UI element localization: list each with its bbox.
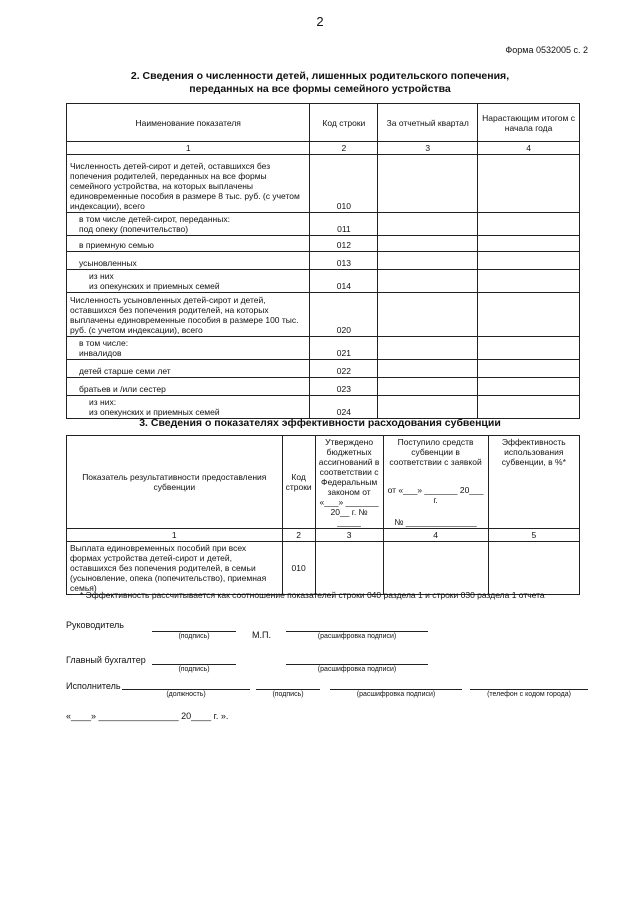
- cell-cumulative[interactable]: [478, 396, 580, 419]
- form-number: Форма 0532005 с. 2: [505, 45, 588, 55]
- col-number: 3: [315, 529, 383, 542]
- header-efficiency: Эффективность использования субвенции, в %*: [488, 436, 579, 529]
- cell-quarter[interactable]: [378, 236, 478, 252]
- section2-title: [60, 70, 580, 96]
- cell-quarter[interactable]: [378, 293, 478, 337]
- header-received: Поступило средств субвенции в соответствии с заявкой от «___» _______ 20___ г. № _______________: [383, 436, 488, 529]
- cell-quarter[interactable]: [378, 155, 478, 213]
- row-code: 011: [310, 213, 378, 236]
- cell-quarter[interactable]: [378, 396, 478, 419]
- page-number: 2: [316, 14, 324, 29]
- row-label: Численность усыновленных детей-сирот и детей, оставшихся без попечения родителей, на которых выплачены единовременные пособия в размере 100 тыс. руб. (с учетом индексации), всего: [67, 293, 310, 337]
- col-number: 1: [67, 529, 283, 542]
- col-number: 4: [478, 142, 580, 155]
- table-row: [67, 155, 580, 213]
- cell-cumulative[interactable]: [478, 155, 580, 213]
- mp-label: М.П.: [252, 630, 271, 640]
- cell-cumulative[interactable]: [478, 337, 580, 360]
- accountant-sign-line[interactable]: [152, 664, 236, 665]
- cell-cumulative[interactable]: [478, 293, 580, 337]
- row-code: 020: [310, 293, 378, 337]
- cell-approved[interactable]: [315, 542, 383, 595]
- section3-title: 3. Сведения о показателях эффективности расходования субвенции: [139, 417, 501, 429]
- cell-efficiency[interactable]: [488, 542, 579, 595]
- row-label: Численность детей-сирот и детей, оставшихся без попечения родителей, переданных на все формы семейного устройства, на которых выплачены единовременные пособия в размере 8 тыс. руб. (с учетом индексации), всего: [67, 155, 310, 213]
- row-label: в том числе детей-сирот, переданных: под опеку (попечительство): [67, 213, 310, 236]
- cell-quarter[interactable]: [378, 360, 478, 378]
- row-code: 022: [310, 360, 378, 378]
- caption-phone: (телефон с кодом города): [487, 691, 571, 698]
- executor-sign-line[interactable]: [256, 689, 320, 690]
- col-number: 5: [488, 529, 579, 542]
- footnote: * Эффективность рассчитывается как соотношение показателей строки 040 раздела 1 и строки 030 раздела 1 отчета: [80, 590, 545, 600]
- caption-sign: (подпись): [178, 633, 210, 640]
- date-line[interactable]: «____» ________________ 20____ г. ».: [66, 711, 229, 721]
- table-row: [67, 293, 580, 337]
- cell-cumulative[interactable]: [478, 270, 580, 293]
- caption-decode: (расшифровка подписи): [356, 691, 436, 698]
- section2-title-line1: 2. Сведения о численности детей, лишенных родительского попечения,: [130, 70, 510, 82]
- row-code: 013: [310, 252, 378, 270]
- row-code: 012: [310, 236, 378, 252]
- cell-quarter[interactable]: [378, 337, 478, 360]
- table-row: [67, 337, 580, 360]
- row-label: из них: из опекунских и приемных семей: [67, 396, 310, 419]
- caption-sign: (подпись): [178, 666, 210, 673]
- header-code: Код строки: [310, 104, 378, 142]
- row-code: 023: [310, 378, 378, 396]
- col-number: 2: [310, 142, 378, 155]
- row-label: усыновленных: [67, 252, 310, 270]
- table-row: [67, 270, 580, 293]
- row-label: в том числе: инвалидов: [67, 337, 310, 360]
- cell-quarter[interactable]: [378, 213, 478, 236]
- cell-cumulative[interactable]: [478, 236, 580, 252]
- received-number[interactable]: № _______________: [394, 517, 477, 527]
- cell-cumulative[interactable]: [478, 252, 580, 270]
- table-row: [67, 378, 580, 396]
- received-date[interactable]: от «___» _______ 20___ г.: [387, 485, 484, 505]
- caption-position: (должность): [166, 691, 206, 698]
- header-code: Код строки: [282, 436, 315, 529]
- table-row: [67, 213, 580, 236]
- approved-date[interactable]: «___» _______ 20__ г. № _____: [319, 497, 379, 527]
- table-row: [67, 396, 580, 419]
- cell-cumulative[interactable]: [478, 213, 580, 236]
- executor-position-line[interactable]: [122, 689, 250, 690]
- cell-received[interactable]: [383, 542, 488, 595]
- row-code: 014: [310, 270, 378, 293]
- col-number: 1: [67, 142, 310, 155]
- table-row: [67, 252, 580, 270]
- row-code: 010: [310, 155, 378, 213]
- cell-cumulative[interactable]: [478, 378, 580, 396]
- accountant-label: Главный бухгалтер: [66, 655, 146, 665]
- cell-quarter[interactable]: [378, 252, 478, 270]
- header-indicator: Наименование показателя: [67, 104, 310, 142]
- col-number: 4: [383, 529, 488, 542]
- row-label: братьев и /или сестер: [67, 378, 310, 396]
- col-number: 3: [378, 142, 478, 155]
- row-label: в приемную семью: [67, 236, 310, 252]
- col-number: 2: [282, 529, 315, 542]
- header-cumulative: Нарастающим итогом с начала года: [478, 104, 580, 142]
- row-code: 021: [310, 337, 378, 360]
- row-code: 024: [310, 396, 378, 419]
- head-sign-line[interactable]: [152, 631, 236, 632]
- caption-sign: (подпись): [272, 691, 304, 698]
- head-decode-line[interactable]: [286, 631, 428, 632]
- header-approved: Утверждено бюджетных ассигнований в соответствии с Федеральным законом от «___» _______ 20__ г. № _____: [315, 436, 383, 529]
- executor-phone-line[interactable]: [470, 689, 588, 690]
- executor-label: Исполнитель: [66, 681, 121, 691]
- header-indicator: Показатель результативности предоставления субвенции: [67, 436, 283, 529]
- table-row: [67, 542, 580, 595]
- accountant-decode-line[interactable]: [286, 664, 428, 665]
- section3-table: [66, 435, 580, 595]
- cell-cumulative[interactable]: [478, 360, 580, 378]
- row-label: детей старше семи лет: [67, 360, 310, 378]
- cell-quarter[interactable]: [378, 270, 478, 293]
- row-code: 010: [282, 542, 315, 595]
- section2-title-line2: переданных на все формы семейного устройства: [189, 83, 451, 95]
- head-label: Руководитель: [66, 620, 124, 630]
- section2-table: [66, 103, 580, 419]
- executor-decode-line[interactable]: [330, 689, 462, 690]
- table-row: [67, 236, 580, 252]
- caption-decode: (расшифровка подписи): [317, 666, 397, 673]
- table-row: [67, 360, 580, 378]
- header-quarter: За отчетный квартал: [378, 104, 478, 142]
- row-label: из них из опекунских и приемных семей: [67, 270, 310, 293]
- cell-quarter[interactable]: [378, 378, 478, 396]
- row-label: Выплата единовременных пособий при всех формах устройства детей-сирот и детей, оставшихся без попечения родителей, в семьи (усыновление, опека (попечительство), приемная семья): [67, 542, 283, 595]
- caption-decode: (расшифровка подписи): [317, 633, 397, 640]
